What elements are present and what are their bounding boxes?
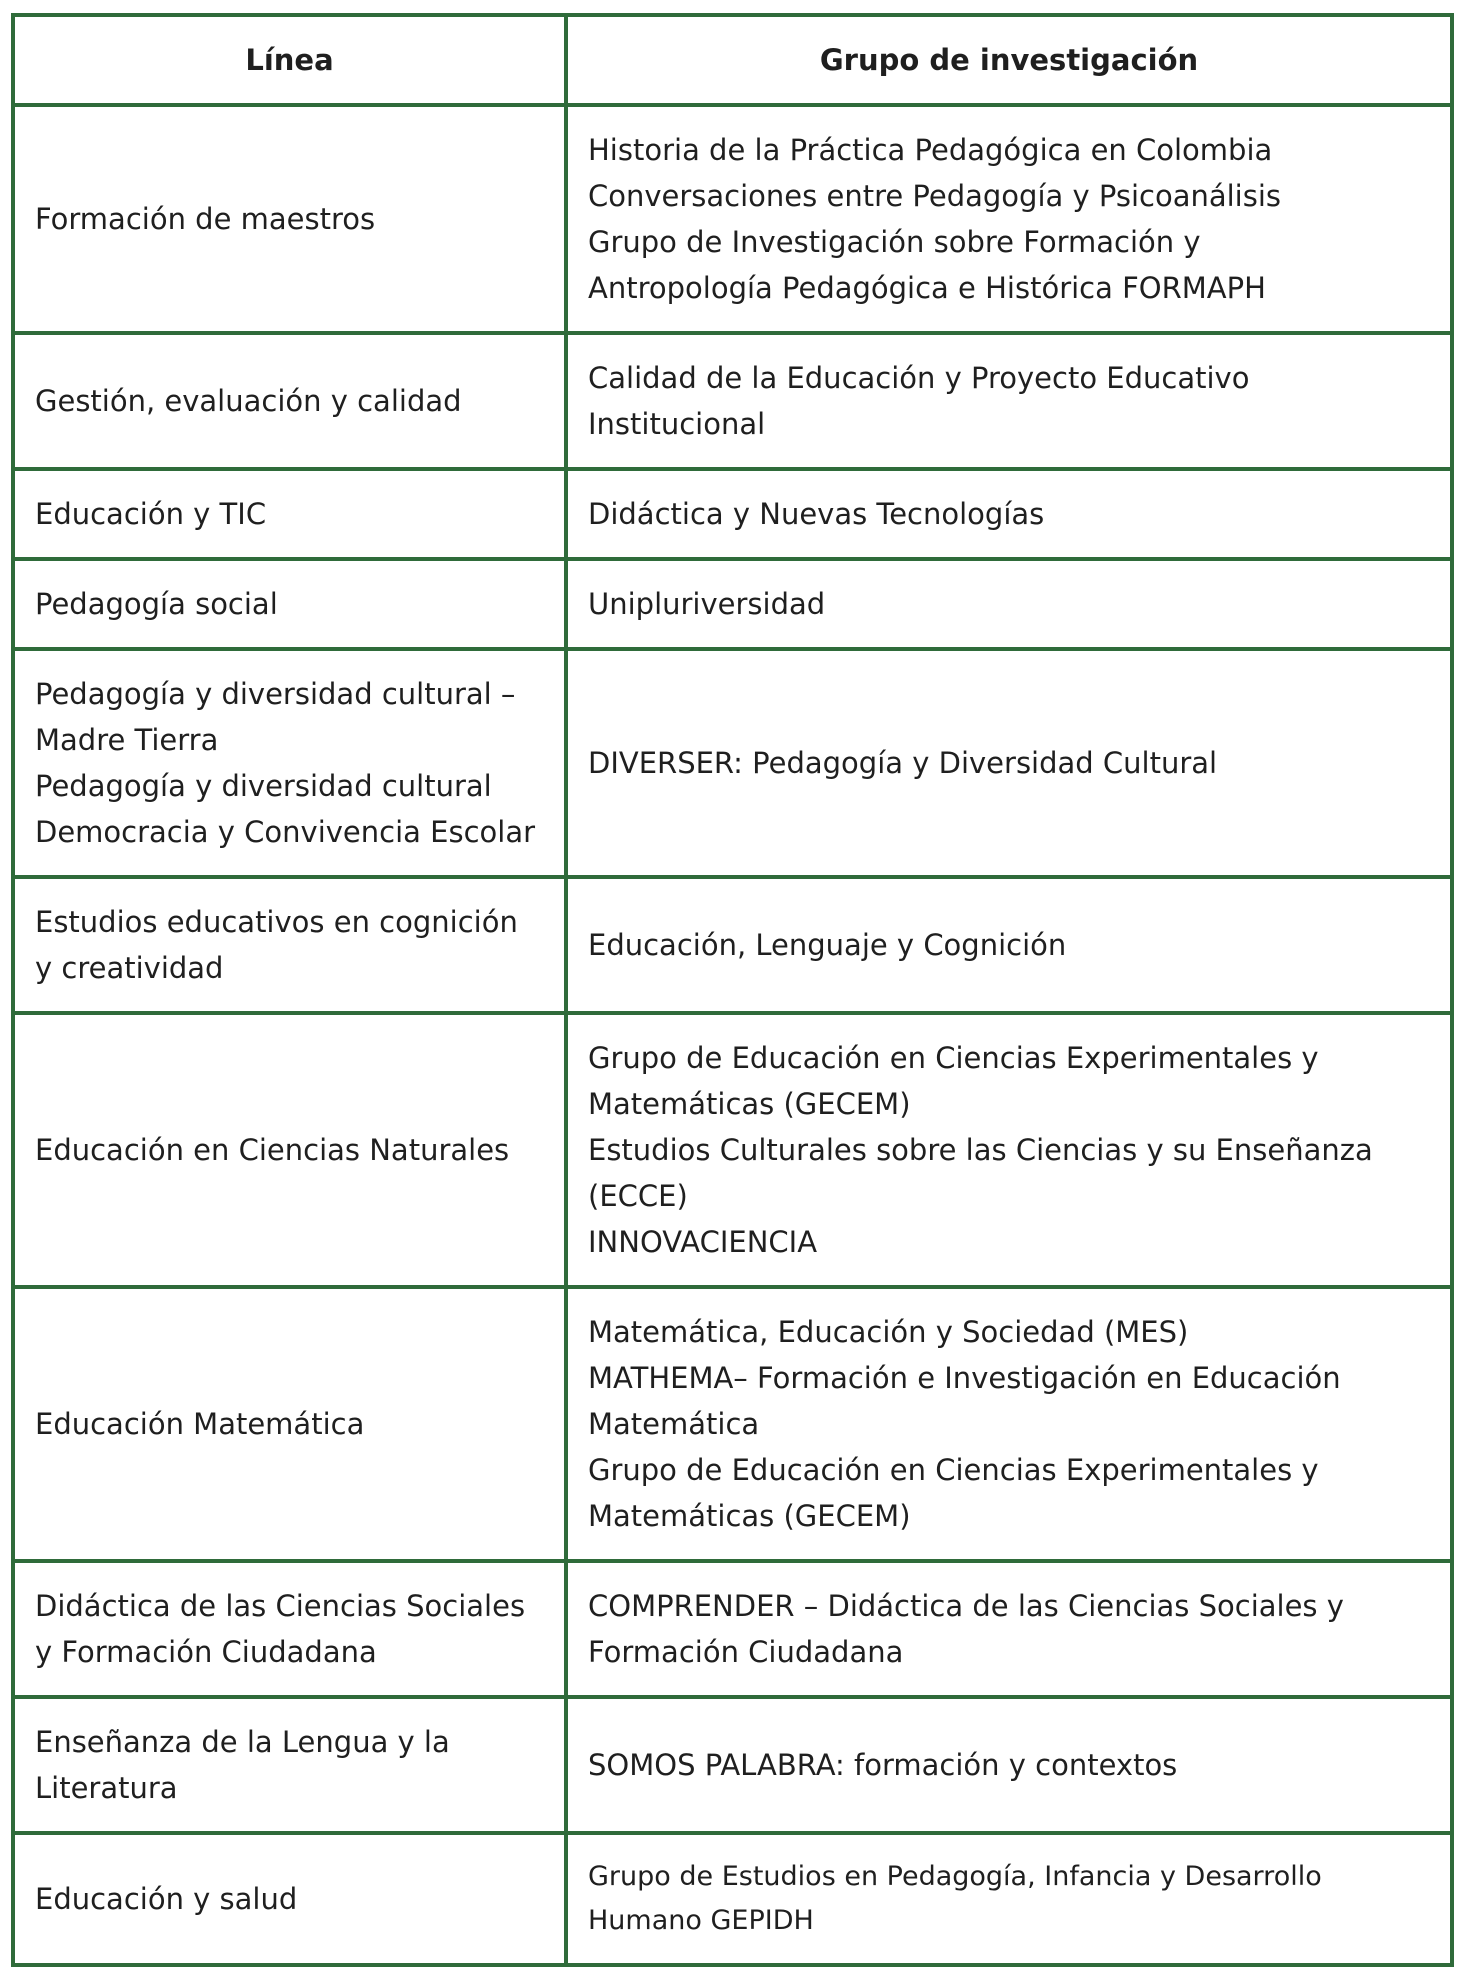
cell-line: Literatura bbox=[35, 1771, 178, 1805]
cell-line: Conversaciones entre Pedagogía y Psicoanálisis bbox=[588, 179, 1282, 213]
cell-line: Calidad de la Educación y Proyecto Educativo bbox=[588, 361, 1250, 395]
cell-line: Antropología Pedagógica e Histórica FORMAPH bbox=[588, 271, 1266, 305]
cell-line: Educación en Ciencias Naturales bbox=[35, 1133, 510, 1167]
cell-line: Formación Ciudadana bbox=[588, 1635, 904, 1669]
grupo-cell bbox=[566, 1287, 1452, 1561]
table-row bbox=[13, 469, 1452, 559]
linea-cell bbox=[13, 559, 566, 649]
cell-line: Educación, Lenguaje y Cognición bbox=[588, 928, 1067, 962]
grupo-cell bbox=[566, 1561, 1452, 1697]
grupo-cell bbox=[566, 105, 1452, 333]
linea-cell bbox=[13, 1287, 566, 1561]
grupo-cell bbox=[566, 1697, 1452, 1833]
grupo-cell bbox=[566, 877, 1452, 1013]
cell-line: Matemática bbox=[588, 1407, 760, 1441]
cell-line: Matemática, Educación y Sociedad (MES) bbox=[588, 1315, 1189, 1349]
header-row bbox=[13, 15, 1452, 105]
cell-line: y creatividad bbox=[35, 951, 224, 985]
grupo-cell bbox=[566, 1013, 1452, 1287]
grupo-cell bbox=[566, 1833, 1452, 1965]
cell-line: SOMOS PALABRA: formación y contextos bbox=[588, 1748, 1178, 1782]
linea-cell bbox=[13, 105, 566, 333]
linea-cell bbox=[13, 1561, 566, 1697]
linea-cell bbox=[13, 1697, 566, 1833]
cell-line: (ECCE) bbox=[588, 1179, 688, 1213]
table-row bbox=[13, 105, 1452, 333]
cell-line: y Formación Ciudadana bbox=[35, 1635, 377, 1669]
research-lines-table bbox=[11, 13, 1454, 1967]
cell-line: Historia de la Práctica Pedagógica en Colombia bbox=[588, 133, 1273, 167]
cell-line: Estudios Culturales sobre las Ciencias y su Enseñanza bbox=[588, 1133, 1373, 1167]
cell-line: Humano GEPIDH bbox=[588, 1905, 814, 1936]
cell-line: Institucional bbox=[588, 407, 766, 441]
table-row bbox=[13, 877, 1452, 1013]
cell-line: INNOVACIENCIA bbox=[588, 1225, 818, 1259]
table-row bbox=[13, 1561, 1452, 1697]
cell-line: Didáctica y Nuevas Tecnologías bbox=[588, 497, 1045, 531]
grupo-cell bbox=[566, 469, 1452, 559]
cell-line: Pedagogía y diversidad cultural – bbox=[35, 677, 516, 711]
header-grupo: Grupo de investigación bbox=[566, 15, 1452, 105]
table-row bbox=[13, 333, 1452, 469]
cell-line: Educación Matemática bbox=[35, 1407, 365, 1441]
cell-line: Pedagogía y diversidad cultural bbox=[35, 769, 492, 803]
table-row bbox=[13, 559, 1452, 649]
cell-line: Grupo de Educación en Ciencias Experimentales y bbox=[588, 1453, 1319, 1487]
linea-cell bbox=[13, 1013, 566, 1287]
cell-line: Educación y salud bbox=[35, 1882, 298, 1916]
cell-line: Pedagogía social bbox=[35, 587, 278, 621]
cell-line: Enseñanza de la Lengua y la bbox=[35, 1725, 450, 1759]
table-row bbox=[13, 1833, 1452, 1965]
linea-cell bbox=[13, 877, 566, 1013]
grupo-cell bbox=[566, 559, 1452, 649]
table-row bbox=[13, 1697, 1452, 1833]
cell-line: Unipluriversidad bbox=[588, 587, 826, 621]
cell-line: Estudios educativos en cognición bbox=[35, 905, 518, 939]
cell-line: Matemáticas (GECEM) bbox=[588, 1499, 911, 1533]
cell-line: Formación de maestros bbox=[35, 202, 376, 236]
cell-line: Educación y TIC bbox=[35, 497, 267, 531]
table-row bbox=[13, 1013, 1452, 1287]
cell-line: Madre Tierra bbox=[35, 723, 219, 757]
linea-cell bbox=[13, 469, 566, 559]
grupo-cell bbox=[566, 333, 1452, 469]
cell-line: MATHEMA– Formación e Investigación en Educación bbox=[588, 1361, 1341, 1395]
table-row bbox=[13, 1287, 1452, 1561]
header-linea: Línea bbox=[13, 15, 566, 105]
cell-line: DIVERSER: Pedagogía y Diversidad Cultural bbox=[588, 746, 1218, 780]
linea-cell bbox=[13, 1833, 566, 1965]
grupo-cell bbox=[566, 649, 1452, 877]
cell-line: COMPRENDER – Didáctica de las Ciencias Sociales y bbox=[588, 1589, 1344, 1623]
cell-line: Gestión, evaluación y calidad bbox=[35, 384, 462, 418]
cell-line: Didáctica de las Ciencias Sociales bbox=[35, 1589, 526, 1623]
cell-line: Grupo de Investigación sobre Formación y bbox=[588, 225, 1201, 259]
cell-line: Grupo de Educación en Ciencias Experimentales y bbox=[588, 1041, 1319, 1075]
linea-cell bbox=[13, 333, 566, 469]
cell-line: Democracia y Convivencia Escolar bbox=[35, 815, 536, 849]
table-row bbox=[13, 649, 1452, 877]
linea-cell bbox=[13, 649, 566, 877]
cell-line: Grupo de Estudios en Pedagogía, Infancia y Desarrollo bbox=[588, 1861, 1322, 1892]
cell-line: Matemáticas (GECEM) bbox=[588, 1087, 911, 1121]
